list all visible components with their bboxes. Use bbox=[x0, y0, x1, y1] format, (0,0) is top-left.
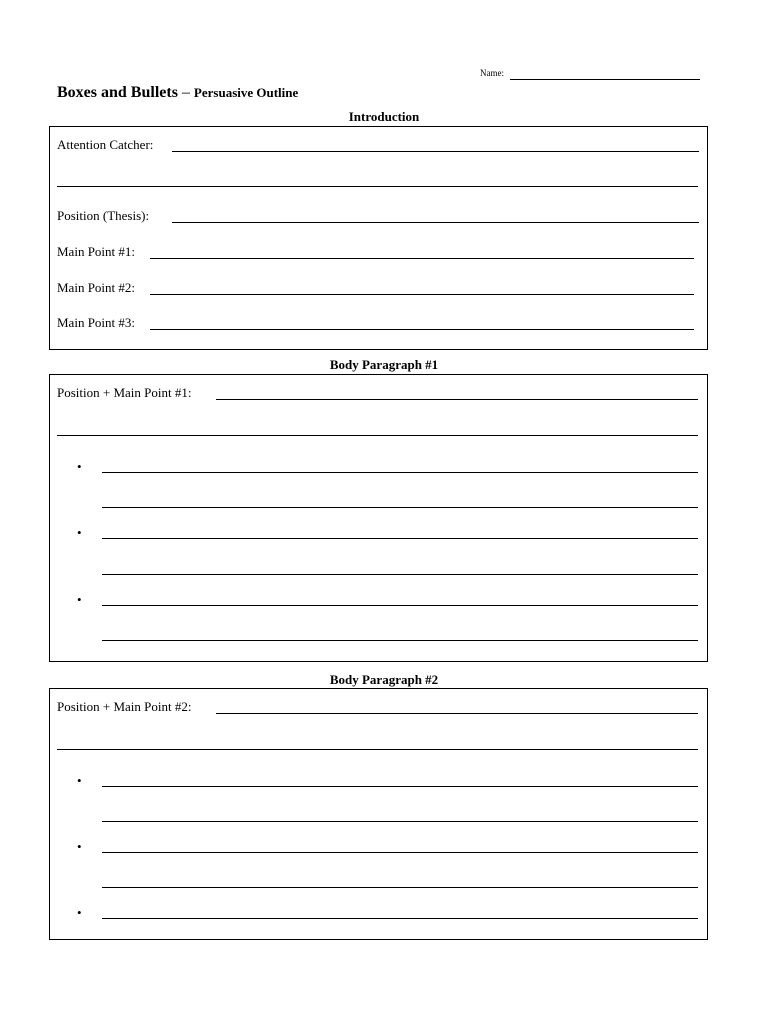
title-main: Boxes and Bullets bbox=[57, 84, 178, 101]
body-paragraph-2-box bbox=[49, 688, 708, 940]
bp1-bullet-3: • bbox=[77, 592, 82, 607]
main-point-3-line[interactable] bbox=[150, 329, 694, 330]
introduction-heading: Introduction bbox=[348, 109, 420, 124]
bp2-bullet-3-line[interactable] bbox=[102, 918, 698, 919]
bp1-bullet-3-line[interactable] bbox=[102, 605, 698, 606]
title-subtitle: Persuasive Outline bbox=[193, 85, 299, 100]
bp2-bullet-1: • bbox=[77, 773, 82, 788]
name-input-line[interactable] bbox=[510, 79, 700, 80]
main-point-1-line[interactable] bbox=[150, 258, 694, 259]
bp2-position-line-2[interactable] bbox=[57, 749, 698, 750]
bp2-position-label: Position + Main Point #2: bbox=[57, 699, 192, 714]
body-paragraph-1-box bbox=[49, 374, 708, 662]
bp2-bullet-1-line[interactable] bbox=[102, 786, 698, 787]
attention-catcher-line[interactable] bbox=[172, 151, 699, 152]
main-point-3-label: Main Point #3: bbox=[57, 315, 136, 330]
position-thesis-line[interactable] bbox=[172, 222, 699, 223]
bp1-bullet-1: • bbox=[77, 459, 82, 474]
body-paragraph-1-heading: Body Paragraph #1 bbox=[329, 357, 439, 372]
bp2-bullet-2-line[interactable] bbox=[102, 852, 698, 853]
bp1-bullet-1-line-2[interactable] bbox=[102, 507, 698, 508]
position-thesis-label: Position (Thesis): bbox=[57, 208, 150, 223]
body-paragraph-2-heading: Body Paragraph #2 bbox=[329, 672, 439, 687]
main-point-2-label: Main Point #2: bbox=[57, 280, 136, 295]
title-dash: – bbox=[177, 84, 194, 101]
page-title bbox=[57, 84, 298, 102]
bp1-bullet-3-line-2[interactable] bbox=[102, 640, 698, 641]
bp1-position-label: Position + Main Point #1: bbox=[57, 385, 192, 400]
attention-catcher-label: Attention Catcher: bbox=[57, 137, 154, 152]
bp2-bullet-2: • bbox=[77, 839, 82, 854]
bp1-bullet-2-line[interactable] bbox=[102, 538, 698, 539]
bp1-position-line[interactable] bbox=[216, 399, 698, 400]
bp2-bullet-3: • bbox=[77, 905, 82, 920]
main-point-2-line[interactable] bbox=[150, 294, 694, 295]
bp2-bullet-1-line-2[interactable] bbox=[102, 821, 698, 822]
bp2-position-line[interactable] bbox=[216, 713, 698, 714]
bp1-position-line-2[interactable] bbox=[57, 435, 698, 436]
bp2-bullet-2-line-2[interactable] bbox=[102, 887, 698, 888]
bp1-bullet-2: • bbox=[77, 525, 82, 540]
main-point-1-label: Main Point #1: bbox=[57, 244, 136, 259]
bp1-bullet-2-line-2[interactable] bbox=[102, 574, 698, 575]
attention-catcher-line-2[interactable] bbox=[57, 186, 698, 187]
bp1-bullet-1-line[interactable] bbox=[102, 472, 698, 473]
introduction-box bbox=[49, 126, 708, 350]
name-label: Name: bbox=[480, 68, 504, 78]
